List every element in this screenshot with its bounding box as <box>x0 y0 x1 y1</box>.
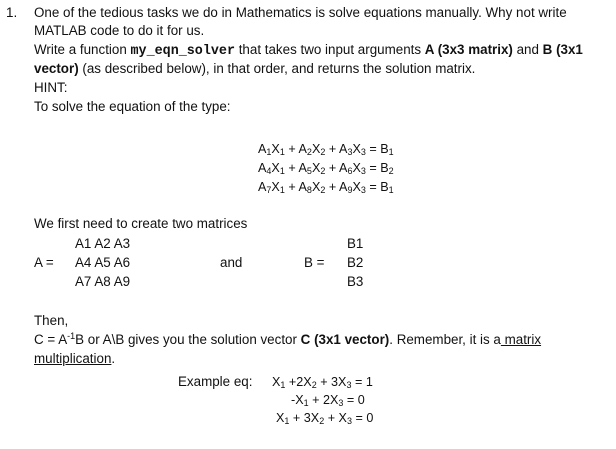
matrix-a-label: A = <box>34 255 54 270</box>
system-row-1: $A_1X_1 + A_2X_2 + A_3X_3 = B_1$ <box>258 142 394 157</box>
multiplication-word: multiplication <box>34 351 112 366</box>
question-line-4 <box>34 61 475 77</box>
arg-a: A (3x3 matrix) <box>424 42 513 57</box>
question-line-1: One of the tedious tasks we do in Mathematics is solve equations manually. Why not write <box>34 5 567 20</box>
matrix-a-row-1: A1 A2 A3 <box>75 236 131 251</box>
hint-label: HINT: <box>34 80 68 95</box>
function-name: my_eqn_solver <box>130 44 235 59</box>
arg-b-part2: vector) <box>34 61 79 76</box>
matrix-b-row-1: B1 <box>347 236 364 251</box>
question-number: 1. <box>6 5 18 20</box>
text-and: and <box>512 42 543 57</box>
inverse-superscript: -1 <box>67 331 76 341</box>
arg-b-part1: B (3x1 <box>542 42 583 57</box>
matrix-a-row-3: A7 A8 A9 <box>75 274 131 289</box>
hint-intro: To solve the equation of the type: <box>34 99 231 114</box>
text-takes-args: that takes two input arguments <box>234 42 425 57</box>
example-eq-3: $X_1 + 3X_2 + X_3 = 0$ <box>276 411 374 426</box>
and-label: and <box>220 255 243 270</box>
text-write-function: Write a function <box>34 42 131 57</box>
matrix-word: matrix <box>500 332 542 347</box>
matrices-intro: We first need to create two matrices <box>34 216 248 231</box>
example-label: Example eq: <box>178 374 253 389</box>
solution-line-2: multiplication. <box>34 351 116 366</box>
then-label: Then, <box>34 313 69 328</box>
matrix-a-row-2: A4 A5 A6 <box>75 255 131 270</box>
question-line-3 <box>34 42 583 60</box>
text-returns: (as described below), in that order, and returns the solution matrix. <box>78 61 476 76</box>
matrix-b-row-2: B2 <box>347 255 364 270</box>
system-row-2: $A_4X_1 + A_5X_2 + A_6X_3 = B_2$ <box>258 161 394 176</box>
question-line-2: MATLAB code to do it for us. <box>34 23 205 38</box>
example-eq-1: $X_1 +2X_2 + 3X_3 = 1$ <box>272 375 373 390</box>
matrix-b-row-3: B3 <box>347 274 364 289</box>
c-vector-bold: C (3x1 vector) <box>300 332 390 347</box>
example-eq-2: $-X_1 + 2X_3 = 0$ <box>291 393 365 408</box>
system-row-3: $A_7X_1 + A_8X_2 + A_9X_3 = B_1$ <box>258 180 394 195</box>
solution-line-1: $C = A^{-1}B$ or A\B gives you the solution vector C (3x1 vector). Remember, it is a matrix <box>34 331 542 347</box>
matrix-b-label: B = <box>304 255 325 270</box>
